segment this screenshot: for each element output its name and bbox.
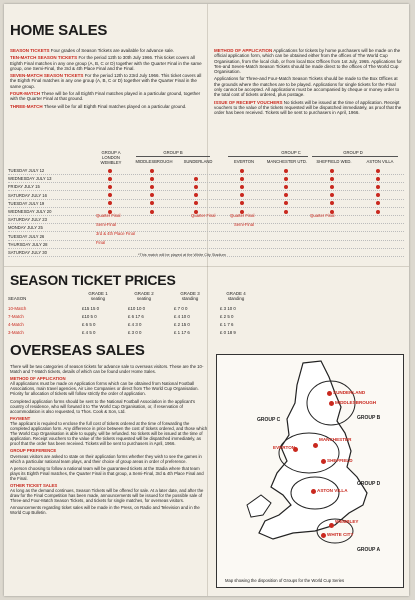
- manchester-marker: [313, 443, 318, 448]
- match-dot: [284, 177, 288, 181]
- schedule-date: FRIDAY JULY 15: [8, 184, 40, 190]
- white-city-marker: [321, 533, 326, 538]
- price-row-label: 3-Match: [8, 330, 24, 335]
- match-dot: [376, 177, 380, 181]
- match-dot: [194, 201, 198, 205]
- ticket-leaflet: [4, 4, 409, 596]
- match-dot: [330, 177, 334, 181]
- match-dot: [108, 185, 112, 189]
- white-city-note: *This match will be played at the White City Stadium: [138, 253, 226, 257]
- match-dot: [150, 185, 154, 189]
- other-sales-text-2: Announcements regarding ticket sales will be made in the Press, on Radio and Television and in the World Cup Bulletin.: [10, 505, 200, 516]
- match-dot: [108, 193, 112, 197]
- venue-sheffield: SHEFFIELD WED.: [316, 159, 352, 164]
- schedule-row-line: [8, 207, 404, 208]
- four-match-heading: FOUR-MATCH: [10, 91, 41, 97]
- sheffield-marker: [321, 459, 326, 464]
- map-label-sunderland: SUNDERLAND: [333, 390, 366, 395]
- price-cell: £ 2 15 0: [174, 322, 190, 327]
- match-dot: [376, 169, 380, 173]
- home-sales-left-column: [10, 48, 202, 111]
- schedule-date: SATURDAY JULY 23: [8, 217, 47, 223]
- match-dot: [194, 185, 198, 189]
- match-dot: [150, 193, 154, 197]
- match-dot: [376, 210, 380, 214]
- price-cell: £ 7 0 0: [174, 306, 188, 311]
- ten-match-heading: TEN-MATCH SEASON TICKETS: [10, 55, 78, 61]
- schedule-date: SATURDAY JULY 16: [8, 192, 47, 198]
- wembley-marker: [329, 523, 334, 528]
- other-sales-heading: OTHER TICKET SALES: [10, 482, 58, 488]
- overseas-method-text-2: Completed application forms should be sent to the National Football Association in the applicant's country of residence, who will forward it to The World Cup Organisation, or, if reservation of accommodation is also requested, to Thos. Cook & Son, Ltd.: [10, 398, 195, 414]
- map-group-a-label: GROUP A: [357, 547, 381, 553]
- venue-middlesbrough: MIDDLESBROUGH: [135, 159, 173, 164]
- map-group-b-label: GROUP B: [357, 415, 381, 421]
- price-cell: £ 4 10 0: [174, 314, 190, 319]
- other-sales-text: As long as the demand continues, Season Tickets will be offered for sale. At a later date, and after the draw for the Final Competition has been made, announcements will be issued for the possible sale of Three-and Four-Match Season Tickets, and tickets for single matches, for overseas visitors.: [10, 488, 204, 504]
- price-row-label: 7-Match: [8, 314, 24, 319]
- method-heading: METHOD OF APPLICATION: [214, 48, 273, 53]
- match-dot: [108, 201, 112, 205]
- price-cell: £ 1 7 6: [220, 322, 234, 327]
- schedule-date: SATURDAY JULY 30: [8, 250, 47, 255]
- match-dot: [330, 193, 334, 197]
- map-label-everton: EVERTON: [273, 445, 296, 450]
- price-row-label: 4-Match: [8, 322, 24, 327]
- match-dot: [376, 201, 380, 205]
- quarter-final-b: Quarter Final: [191, 213, 216, 218]
- venue-sunderland: SUNDERLAND: [183, 159, 213, 164]
- map-label-aston-villa: ASTON VILLA: [317, 488, 348, 493]
- match-dot: [240, 169, 244, 173]
- match-dot: [330, 169, 334, 173]
- schedule-date: TUESDAY JULY 19: [8, 200, 45, 206]
- venue-manchester: MANCHESTER UTD.: [266, 159, 308, 164]
- price-cell: £ 3 0 0: [128, 330, 142, 335]
- seven-match-text: For the period 12th to 23rd July 1966. This ticket covers all the Eighth Final matches in any one group (A, B, C or D) together with the Quarter Final in the same group.: [10, 73, 202, 89]
- quarter-final-d: Quarter Final: [310, 213, 335, 218]
- match-dot: [330, 201, 334, 205]
- payment-text: The applicant is required to enclose the full cost of tickets ordered at the time of forwarding the completed application form. Any difference in price between the cost of tickets ordered, and those which The World Cup Organisation is able to supply, will be refunded. No tickets will be issued at the time of application. Receipt vouchers to the value of the tickets requested will be dispatched immediately, as proof that the order has been received. Tickets will be sent to purchasers in April, 1966.: [10, 420, 208, 447]
- england-outline: [217, 355, 403, 555]
- home-sales-right-column: [214, 48, 404, 118]
- schedule-row-line: [8, 231, 404, 232]
- overseas-method-heading: METHOD OF APPLICATION: [10, 376, 66, 382]
- schedule-date: MONDAY JULY 25: [8, 225, 43, 231]
- map-label-manchester: MANCHESTER: [319, 437, 352, 442]
- home-sales-title: HOME SALES: [10, 22, 108, 39]
- group-preference-heading: GROUP PREFERENCE: [10, 448, 57, 454]
- final: Final: [96, 240, 106, 245]
- season-ticket-prices-title: SEASON TICKET PRICES: [10, 272, 176, 288]
- match-dot: [150, 169, 154, 173]
- match-dot: [284, 185, 288, 189]
- issue-text: No tickets will be issued at the time of application. Receipt vouchers to the value of the tickets requested will be dispatched immediately, as proof that the order has been received. Tickets will be sent to purchasers in April, 1966.: [214, 99, 402, 116]
- price-cell: £10 10 0: [128, 306, 146, 311]
- semi-final-a: Semi-Final: [96, 222, 117, 227]
- schedule-row-line: [8, 182, 404, 183]
- method-text: Applications for tickets by home purchasers will be made on the official application form, which can be obtained either from the offices of The World Cup Organisation, from the local club, or from local Box Offices from 1st July, 1965. Applications for Ten-and Seven-Match Season Tickets should be made direct to the offices of The World Cup Organisation.: [214, 48, 402, 75]
- quarter-final-c: Quarter Final: [230, 213, 255, 218]
- schedule-date: WEDNESDAY JULY 13: [8, 176, 52, 182]
- match-dot: [108, 169, 112, 173]
- price-cell: £ 6 17 6: [128, 314, 144, 319]
- schedule-date: TUESDAY JULY 12: [8, 168, 45, 173]
- third-place-final: 3rd & 4th Place Final: [96, 231, 135, 236]
- seven-match-heading: SEVEN-MATCH SEASON TICKETS: [10, 73, 84, 79]
- match-dot: [150, 201, 154, 205]
- match-schedule: [8, 150, 404, 260]
- match-dot: [108, 177, 112, 181]
- price-cell: £ 3 10 0: [220, 306, 236, 311]
- match-dot: [150, 177, 154, 181]
- map-label-wembley: WEMBLEY: [335, 519, 359, 524]
- group-b-label: GROUP B: [163, 150, 183, 155]
- map-group-d-label: GROUP D: [357, 481, 381, 487]
- ten-match-text: For the period 12th to 30th July 1966. This ticket covers all Eighth Final matches in any one group (A, B, C or D) together with the Quarter Final in the same group, one Semi-Final, the 3rd & 4th Place Final and the Final.: [10, 55, 202, 71]
- match-dot: [240, 201, 244, 205]
- issue-heading: ISSUE OF RECEIPT VOUCHERS: [214, 99, 283, 105]
- price-cell: £ 2 5 0: [220, 314, 234, 319]
- match-dot: [240, 185, 244, 189]
- four-match-text: These will be for all Eighth Final matches played in a particular ground, together with the Quarter Final at that ground.: [10, 91, 201, 102]
- match-dot: [376, 193, 380, 197]
- group-a-label: GROUP A LONDON WEMBLEY: [100, 150, 122, 165]
- match-dot: [150, 210, 154, 214]
- semi-final-c: Semi-Final: [234, 222, 255, 227]
- schedule-row-line: [8, 248, 404, 249]
- aston-villa-marker: [311, 489, 316, 494]
- schedule-row-line: [8, 223, 404, 224]
- group-d-label: GROUP D: [343, 150, 363, 155]
- grade-1-header: GRADE 1 seating: [88, 291, 108, 301]
- season-tickets-heading: SEASON TICKETS: [10, 48, 50, 53]
- schedule-row-line: [8, 199, 404, 200]
- match-dot: [240, 193, 244, 197]
- price-row-label: 10-Match: [8, 306, 27, 311]
- overseas-method-text: All applications must be made on Application forms which can be obtained from National Football Associations, main travel agencies, Air Line Companies or direct from The World Cup Organisation. Priority for allocation of tickets will follow strictly the order of application.: [10, 381, 199, 397]
- price-cell: £15 15 0: [82, 306, 100, 311]
- grade-3-header: GRADE 3 standing: [180, 291, 200, 301]
- middlesbrough-marker: [329, 401, 334, 406]
- price-cell: £ 1 17 6: [174, 330, 190, 335]
- method-text-2: Applications for Three-and Four-Match Season Tickets should be made to the Box Offices at the grounds where the matches are to be played. Applications for single tickets for the Final only cannot be accepted. All applications must be accompanied by cheque or money order to the total cost of tickets ordered, plus postage.: [214, 76, 400, 98]
- map-group-c-label: GROUP C: [257, 417, 281, 423]
- price-cell: £ 4 5 0: [82, 330, 96, 335]
- schedule-date: TUESDAY JULY 26: [8, 233, 45, 239]
- match-dot: [284, 169, 288, 173]
- venue-everton: EVERTON: [233, 159, 255, 164]
- match-dot: [194, 177, 198, 181]
- three-match-heading: THREE-MATCH: [10, 103, 43, 109]
- map-label-white-city: WHITE CITY: [327, 532, 354, 537]
- match-dot: [284, 210, 288, 214]
- quarter-final-a: Quarter Final: [96, 213, 121, 218]
- schedule-row-line: [8, 174, 404, 175]
- group-preference-text-2: A person choosing to follow a national team will be guaranteed tickets at the Stadia where that team plays its Eighth Final matches, the Quarter Final in that group, a Semi-Final, 3rd & 4th Place Final and the Final.: [10, 465, 204, 481]
- map-label-middlesbrough: MIDDLESBROUGH: [335, 400, 377, 405]
- price-cell: £ 0 18 9: [220, 330, 236, 335]
- schedule-row-line: [8, 240, 404, 241]
- price-cell: £10 5 0: [82, 314, 97, 319]
- schedule-date: WEDNESDAY JULY 20: [8, 209, 52, 214]
- group-c-label: GROUP C: [281, 150, 301, 155]
- overseas-intro: There will be two categories of season tickets for advance sale to overseas visitors. These are the 10-Match and 7-Match tickets, details of which can be found under Home Sales.: [10, 364, 204, 375]
- schedule-row-line: [8, 190, 404, 191]
- group-preference-text: Overseas visitors are asked to state on their application forms whether they wish to see the games in which a particular national team plays, and their choice of group areas in order of preference.: [10, 453, 202, 464]
- match-dot: [284, 201, 288, 205]
- sunderland-marker: [327, 391, 332, 396]
- price-cell: £ 4 3 0: [128, 322, 142, 327]
- match-dot: [376, 185, 380, 189]
- schedule-date: THURSDAY JULY 28: [8, 241, 48, 247]
- payment-heading: PAYMENT: [10, 415, 31, 421]
- overseas-column: [10, 364, 210, 518]
- grade-2-header: GRADE 2 seating: [134, 291, 154, 301]
- match-dot: [330, 185, 334, 189]
- map-label-sheffield: SHEFFIELD: [327, 458, 353, 463]
- match-dot: [240, 177, 244, 181]
- overseas-sales-title: OVERSEAS SALES: [10, 342, 145, 359]
- map-caption: Map showing the disposition of Groups for the World Cup Series: [225, 578, 345, 583]
- venue-aston-villa: ASTON VILLA: [366, 159, 394, 164]
- grade-4-header: GRADE 4 standing: [226, 291, 246, 301]
- match-dot: [194, 193, 198, 197]
- three-match-text: These will be for all Eighth Final matches played on a particular ground.: [43, 103, 187, 109]
- season-column-label: SEASON: [8, 296, 27, 301]
- price-cell: £ 6 5 0: [82, 322, 96, 327]
- match-dot: [284, 193, 288, 197]
- england-groups-map: [216, 354, 404, 588]
- season-tickets-text: Four grades of Season Tickets are available for advance sale.: [50, 48, 175, 53]
